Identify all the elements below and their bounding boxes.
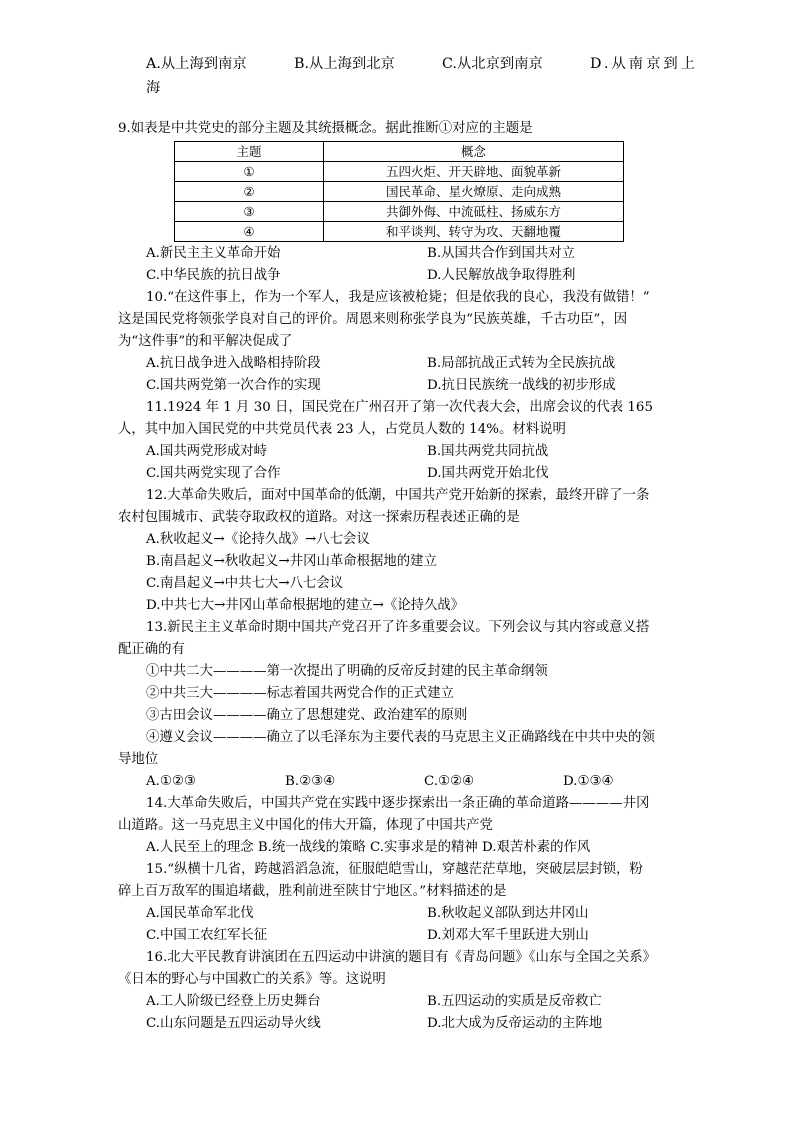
q11-options-row1	[118, 441, 708, 463]
table-cell: 和平谈判、转守为攻、天翻地覆	[324, 222, 624, 242]
q16-stem-line1: 16.北大平民教育讲演团在五四运动中讲演的题目有《青岛问题》《山东与全国之关系》	[146, 950, 657, 965]
q16-option-a: A.工人阶级已经登上历史舞台	[146, 994, 321, 1009]
q15-stem-line2: 碎上百万敌军的围追堵截，胜利前进至陕甘宁地区。”材料描述的是	[118, 884, 507, 899]
q9-options-row1	[118, 243, 708, 265]
q8-option-b: B.从上海到北京	[294, 56, 395, 72]
exam-page	[118, 52, 708, 1035]
q15-options-row1	[118, 903, 708, 925]
q13-stem-line2: 配正确的有	[118, 642, 185, 657]
q16-option-b: B.五四运动的实质是反帝救亡	[427, 994, 602, 1009]
table-row	[175, 182, 624, 202]
q15-option-c: C.中国工农红军长征	[146, 928, 268, 943]
q16-options-row1	[118, 991, 708, 1013]
q15-option-b: B.秋收起义部队到达井冈山	[427, 906, 589, 921]
table-row	[175, 162, 624, 182]
q15-options-row2	[118, 925, 708, 947]
q9-options-row2	[118, 265, 708, 287]
table-row	[175, 202, 624, 222]
q14-stem-line2: 山道路。这一马克思主义中国化的伟大开篇，体现了中国共产党	[118, 818, 493, 833]
q11-stem-line1: 11.1924 年 1 月 30 日，国民党在广州召开了第一次代表大会，出席会议的代表 165	[146, 400, 653, 415]
q8-option-a: A.从上海到南京	[146, 56, 247, 72]
q11-option-a: A.国共两党形成对峙	[146, 444, 268, 459]
q15-stem-line1: 15.“纵横十几省，跨越滔滔急流，征服皑皑雪山，穿越茫茫草地，突破层层封锁，粉	[146, 862, 643, 877]
q10-options-row2	[118, 375, 708, 397]
q10-stem-line2: 这是国民党将领张学良对自己的评价。周恩来则称张学良为“民族英雄，千古功臣”，因	[118, 312, 628, 327]
table-cell: ④	[175, 222, 324, 242]
q8-option-c: C.从北京到南京	[442, 56, 543, 72]
q13-option-b: B.②③④	[285, 774, 336, 789]
q16-options-row2	[118, 1013, 708, 1035]
q12-option-b: B.南昌起义→秋收起义→井冈山革命根据地的建立	[146, 554, 437, 569]
q10-option-b: B.局部抗战正式转为全民族抗战	[427, 356, 616, 371]
q11-option-b: B.国共两党共同抗战	[427, 444, 549, 459]
q12-stem-line2: 农村包围城市、武装夺取政权的道路。对这一探索历程表述正确的是	[118, 510, 520, 525]
q13-options	[118, 771, 708, 793]
q11-stem-line2: 人，其中加入国民党的中共党员代表 23 人，占党员人数的 14%。材料说明	[118, 422, 566, 437]
q10-option-c: C.国共两党第一次合作的实现	[146, 378, 321, 393]
q8-options	[146, 52, 708, 76]
q10-option-d: D.抗日民族统一战线的初步形成	[427, 378, 616, 393]
q9-table-header	[175, 142, 624, 162]
q10-option-a: A.抗日战争进入战略相持阶段	[146, 356, 321, 371]
q13-item-4-line1: ④遵义会议————确立了以毛泽东为主要代表的马克思主义正确路线在中共中央的领	[146, 730, 655, 745]
q12-option-c: C.南昌起义→中共七大→八七会议	[146, 576, 344, 591]
q16-option-c: C.山东问题是五四运动导火线	[146, 1016, 321, 1031]
q12-option-a: A.秋收起义→《论持久战》→八七会议	[146, 532, 370, 547]
q9-option-c: C.中华民族的抗日战争	[146, 268, 281, 283]
q10-stem-line3: 为“这件事”的和平解决促成了	[118, 334, 293, 349]
q9-option-b: B.从国共合作到国共对立	[427, 246, 576, 261]
q13-item-2: ②中共三大————标志着国共两党合作的正式建立	[146, 686, 454, 701]
q12-stem-line1: 12.大革命失败后，面对中国革命的低潮，中国共产党开始新的探索，最终开辟了一条	[146, 488, 650, 503]
q13-item-4-line2: 导地位	[118, 752, 159, 767]
q13-item-3: ③古田会议————确立了思想建党、政治建军的原则	[146, 708, 468, 723]
q12-option-d: D.中共七大→井冈山革命根据地的建立→《论持久战》	[146, 598, 465, 613]
q15-option-a: A.国民革命军北伐	[146, 906, 254, 921]
table-row	[175, 222, 624, 242]
table-cell: 共御外侮、中流砥柱、扬威东方	[324, 202, 624, 222]
q13-option-c: C.①②④	[424, 774, 475, 789]
q9-stem: 9.如表是中共党史的部分主题及其统摄概念。据此推断①对应的主题是	[118, 121, 533, 136]
q11-option-c: C.国共两党实现了合作	[146, 466, 281, 481]
table-cell: ③	[175, 202, 324, 222]
q13-option-d: D.①③④	[563, 774, 614, 789]
q11-option-d: D.国共两党开始北伐	[427, 466, 549, 481]
q14-options: A.人民至上的理念 B.统一战线的策略 C.实事求是的精神 D.艰苦朴素的作风	[146, 840, 591, 855]
table-cell: 国民革命、星火燎原、走向成熟	[324, 182, 624, 202]
q10-stem-line1: 10.“在这件事上，作为一个军人，我是应该被枪毙；但是依我的良心，我没有做错！”	[146, 290, 650, 305]
table-cell: ②	[175, 182, 324, 202]
q9-header-concept: 概念	[324, 142, 624, 162]
q13-option-a: A.①②③	[146, 774, 196, 789]
q11-options-row2	[118, 463, 708, 485]
q9-option-d: D.人民解放战争取得胜利	[427, 268, 576, 283]
q9-option-a: A.新民主主义革命开始	[146, 246, 281, 261]
table-cell: 五四火炬、开天辟地、面貌革新	[324, 162, 624, 182]
q8-option-d: D.从南京到上	[590, 56, 698, 72]
q9-table	[174, 141, 624, 242]
q8-option-d-cont: 海	[146, 80, 161, 96]
q9-header-theme: 主题	[175, 142, 324, 162]
q10-options-row1	[118, 353, 708, 375]
q15-option-d: D.刘邓大军千里跃进大别山	[427, 928, 589, 943]
table-cell: ①	[175, 162, 324, 182]
q16-stem-line2: 《日本的野心与中国救亡的关系》等。这说明	[118, 972, 386, 987]
q14-stem-line1: 14.大革命失败后，中国共产党在实践中逐步探索出一条正确的革命道路————井冈	[146, 796, 650, 811]
q13-stem-line1: 13.新民主主义革命时期中国共产党召开了许多重要会议。下列会议与其内容或意义搭	[146, 620, 650, 635]
q16-option-d: D.北大成为反帝运动的主阵地	[427, 1016, 603, 1031]
q13-item-1: ①中共二大————第一次提出了明确的反帝反封建的民主革命纲领	[146, 664, 548, 679]
